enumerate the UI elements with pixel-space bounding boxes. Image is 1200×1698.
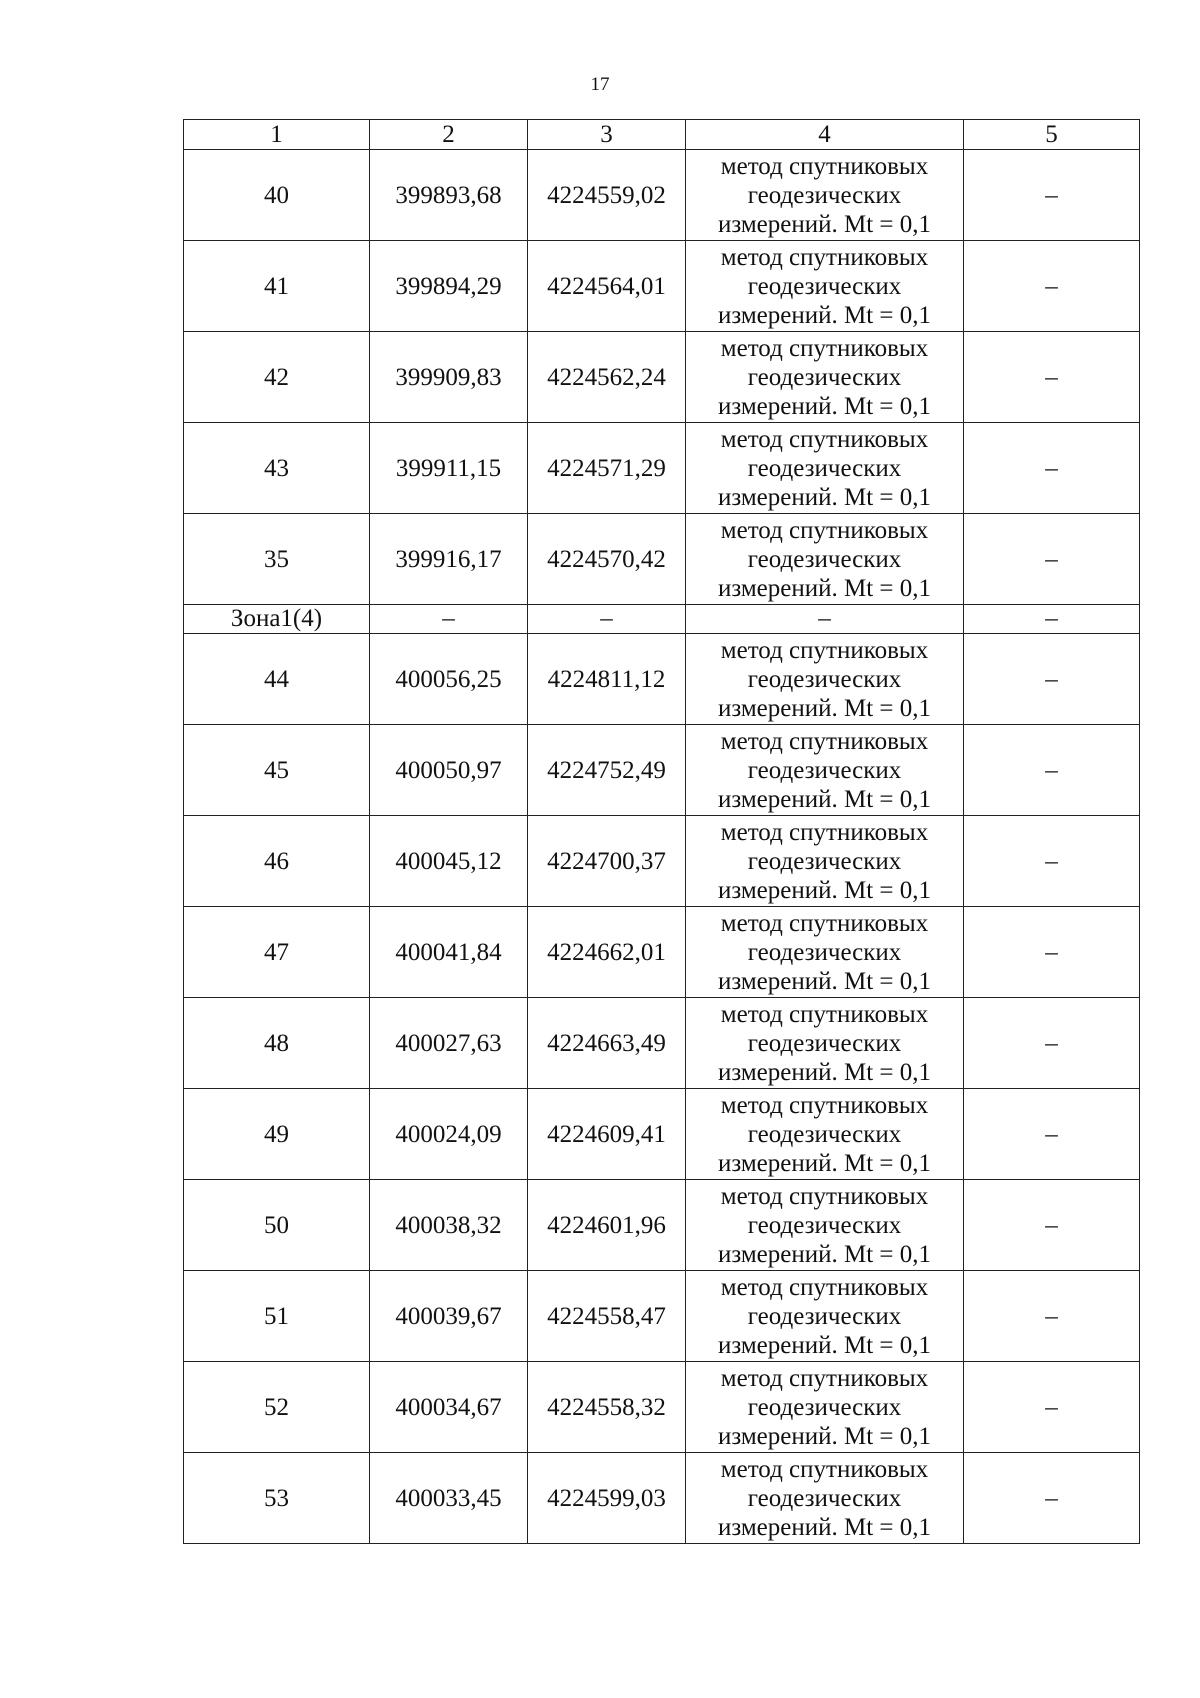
zone-row — [184, 605, 1140, 634]
method-line: геодезических — [747, 545, 902, 573]
point-id-cell: 47 — [184, 907, 370, 998]
method-cell — [686, 907, 964, 998]
point-id-cell: 48 — [184, 998, 370, 1089]
point-id-cell: 50 — [184, 1180, 370, 1271]
method-line: измерений. Mt = 0,1 — [717, 694, 932, 722]
method-cell — [686, 1453, 964, 1544]
x-coordinate-cell: 400038,32 — [370, 1180, 528, 1271]
method-line: измерений. Mt = 0,1 — [717, 301, 932, 329]
method-line: измерений. Mt = 0,1 — [717, 1058, 932, 1086]
note-cell: – — [964, 605, 1140, 634]
method-cell — [686, 1362, 964, 1453]
table-row — [184, 241, 1140, 332]
point-id-cell: 41 — [184, 241, 370, 332]
table-row — [184, 514, 1140, 605]
method-line: измерений. Mt = 0,1 — [717, 574, 932, 602]
point-id-cell: 45 — [184, 725, 370, 816]
note-cell: – — [964, 907, 1140, 998]
x-coordinate-cell: 400050,97 — [370, 725, 528, 816]
y-coordinate-cell: 4224599,03 — [528, 1453, 686, 1544]
x-coordinate-cell: 400045,12 — [370, 816, 528, 907]
y-coordinate-cell: 4224663,49 — [528, 998, 686, 1089]
note-cell: – — [964, 241, 1140, 332]
method-cell — [686, 1089, 964, 1180]
method-line: измерений. Mt = 0,1 — [717, 1149, 932, 1177]
note-cell: – — [964, 634, 1140, 725]
table-row — [184, 816, 1140, 907]
method-line: геодезических — [747, 1484, 902, 1512]
note-cell: – — [964, 150, 1140, 241]
note-cell: – — [964, 1089, 1140, 1180]
table-row — [184, 1453, 1140, 1544]
method-line: метод спутниковых — [720, 516, 929, 544]
y-coordinate-cell: 4224559,02 — [528, 150, 686, 241]
y-coordinate-cell: 4224558,32 — [528, 1362, 686, 1453]
y-coordinate-cell: 4224662,01 — [528, 907, 686, 998]
method-line: измерений. Mt = 0,1 — [717, 876, 932, 904]
method-cell — [686, 816, 964, 907]
method-cell — [686, 634, 964, 725]
method-cell — [686, 514, 964, 605]
point-id-cell: 35 — [184, 514, 370, 605]
method-line: измерений. Mt = 0,1 — [717, 1422, 932, 1450]
y-coordinate-cell: 4224811,12 — [528, 634, 686, 725]
table-row — [184, 1089, 1140, 1180]
note-cell: – — [964, 998, 1140, 1089]
method-line: метод спутниковых — [720, 1455, 929, 1483]
y-coordinate-cell: 4224601,96 — [528, 1180, 686, 1271]
y-coordinate-cell: 4224562,24 — [528, 332, 686, 423]
method-line: измерений. Mt = 0,1 — [717, 1240, 932, 1268]
method-cell — [686, 998, 964, 1089]
point-id-cell: 44 — [184, 634, 370, 725]
y-coordinate-cell: 4224609,41 — [528, 1089, 686, 1180]
x-coordinate-cell: 400034,67 — [370, 1362, 528, 1453]
table-row — [184, 332, 1140, 423]
point-id-cell: 46 — [184, 816, 370, 907]
method-line: метод спутниковых — [720, 818, 929, 846]
y-coordinate-cell: 4224558,47 — [528, 1271, 686, 1362]
method-line: метод спутниковых — [720, 425, 929, 453]
table-row — [184, 998, 1140, 1089]
note-cell: – — [964, 725, 1140, 816]
x-coordinate-cell: 399911,15 — [370, 423, 528, 514]
table-row — [184, 1180, 1140, 1271]
method-cell — [686, 241, 964, 332]
method-line: геодезических — [747, 938, 902, 966]
method-line: метод спутниковых — [720, 636, 929, 664]
method-line: геодезических — [747, 665, 902, 693]
coordinates-table — [183, 119, 1140, 1544]
note-cell: – — [964, 423, 1140, 514]
method-line: метод спутниковых — [720, 1000, 929, 1028]
note-cell: – — [964, 1271, 1140, 1362]
method-line: измерений. Mt = 0,1 — [717, 483, 932, 511]
method-cell — [686, 1180, 964, 1271]
method-line: геодезических — [747, 1211, 902, 1239]
column-header: 2 — [370, 120, 528, 150]
x-coordinate-cell: – — [370, 605, 528, 634]
y-coordinate-cell: 4224752,49 — [528, 725, 686, 816]
method-line: измерений. Mt = 0,1 — [717, 967, 932, 995]
x-coordinate-cell: 399893,68 — [370, 150, 528, 241]
x-coordinate-cell: 400024,09 — [370, 1089, 528, 1180]
method-cell — [686, 150, 964, 241]
page-number: 17 — [590, 74, 610, 95]
point-id-cell: Зона1(4) — [184, 605, 370, 634]
method-cell — [686, 423, 964, 514]
point-id-cell: 53 — [184, 1453, 370, 1544]
method-line: геодезических — [747, 756, 902, 784]
method-line: геодезических — [747, 454, 902, 482]
x-coordinate-cell: 399916,17 — [370, 514, 528, 605]
table-row — [184, 1271, 1140, 1362]
method-cell — [686, 332, 964, 423]
note-cell: – — [964, 816, 1140, 907]
x-coordinate-cell: 400039,67 — [370, 1271, 528, 1362]
method-line: геодезических — [747, 272, 902, 300]
y-coordinate-cell: 4224700,37 — [528, 816, 686, 907]
method-line: метод спутниковых — [720, 909, 929, 937]
table-row — [184, 725, 1140, 816]
y-coordinate-cell: 4224570,42 — [528, 514, 686, 605]
table-row — [184, 150, 1140, 241]
method-line: метод спутниковых — [720, 727, 929, 755]
table-row — [184, 1362, 1140, 1453]
method-line: измерений. Mt = 0,1 — [717, 392, 932, 420]
point-id-cell: 40 — [184, 150, 370, 241]
table-row — [184, 423, 1140, 514]
note-cell: – — [964, 1180, 1140, 1271]
method-line: метод спутниковых — [720, 1182, 929, 1210]
column-header: 4 — [686, 120, 964, 150]
method-line: геодезических — [747, 363, 902, 391]
method-line: измерений. Mt = 0,1 — [717, 1513, 932, 1541]
point-id-cell: 51 — [184, 1271, 370, 1362]
x-coordinate-cell: 400033,45 — [370, 1453, 528, 1544]
table-header-row — [184, 120, 1140, 150]
method-line: измерений. Mt = 0,1 — [717, 210, 932, 238]
point-id-cell: 43 — [184, 423, 370, 514]
method-line: геодезических — [747, 181, 902, 209]
method-line: метод спутниковых — [720, 334, 929, 362]
note-cell: – — [964, 1453, 1140, 1544]
y-coordinate-cell: – — [528, 605, 686, 634]
method-line: метод спутниковых — [720, 1273, 929, 1301]
method-cell — [686, 605, 964, 634]
method-line: метод спутниковых — [720, 1091, 929, 1119]
point-id-cell: 42 — [184, 332, 370, 423]
method-line: геодезических — [747, 1393, 902, 1421]
coordinates-table-body — [184, 120, 1140, 1544]
table-row — [184, 634, 1140, 725]
column-header: 3 — [528, 120, 686, 150]
method-line: геодезических — [747, 1029, 902, 1057]
x-coordinate-cell: 400056,25 — [370, 634, 528, 725]
method-line: измерений. Mt = 0,1 — [717, 1331, 932, 1359]
method-line: геодезических — [747, 847, 902, 875]
x-coordinate-cell: 399894,29 — [370, 241, 528, 332]
x-coordinate-cell: 399909,83 — [370, 332, 528, 423]
note-cell: – — [964, 332, 1140, 423]
x-coordinate-cell: 400027,63 — [370, 998, 528, 1089]
column-header: 1 — [184, 120, 370, 150]
point-id-cell: 49 — [184, 1089, 370, 1180]
note-cell: – — [964, 514, 1140, 605]
y-coordinate-cell: 4224564,01 — [528, 241, 686, 332]
note-cell: – — [964, 1362, 1140, 1453]
method-line: геодезических — [747, 1120, 902, 1148]
column-header: 5 — [964, 120, 1140, 150]
method-line: метод спутниковых — [720, 1364, 929, 1392]
table-row — [184, 907, 1140, 998]
point-id-cell: 52 — [184, 1362, 370, 1453]
method-cell — [686, 725, 964, 816]
method-line: – — [818, 605, 831, 632]
method-line: метод спутниковых — [720, 243, 929, 271]
y-coordinate-cell: 4224571,29 — [528, 423, 686, 514]
method-line: метод спутниковых — [720, 152, 929, 180]
method-line: измерений. Mt = 0,1 — [717, 785, 932, 813]
x-coordinate-cell: 400041,84 — [370, 907, 528, 998]
method-cell — [686, 1271, 964, 1362]
method-line: геодезических — [747, 1302, 902, 1330]
